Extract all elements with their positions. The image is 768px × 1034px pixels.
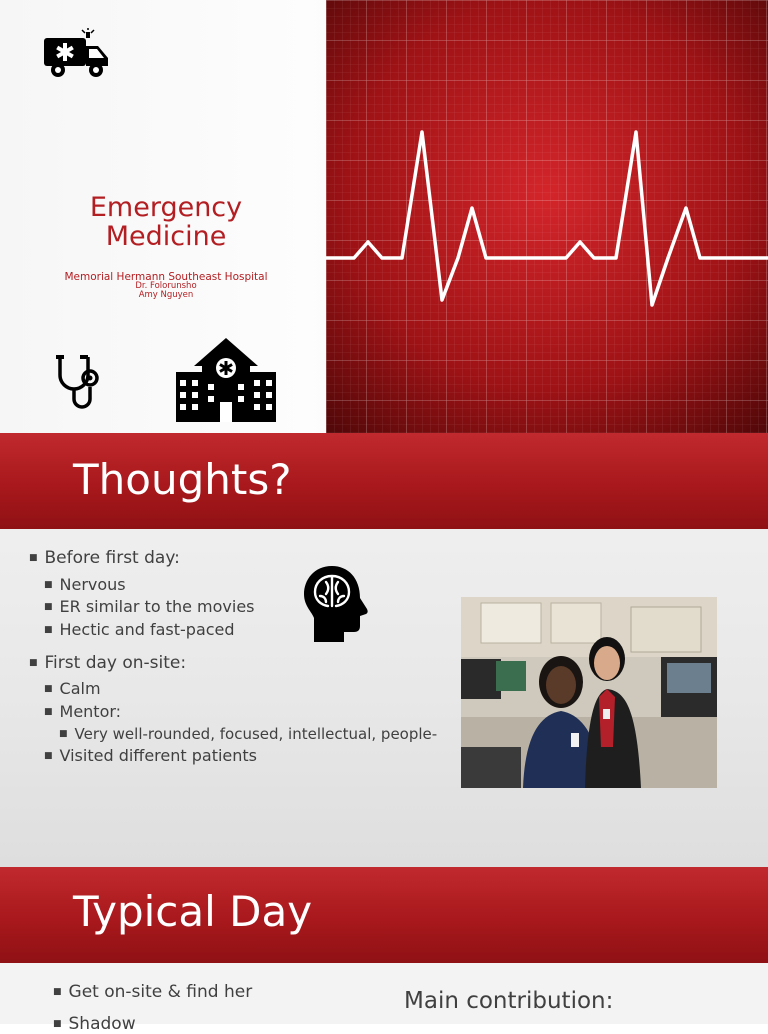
list-item: ■ Get on-site & find her [53,982,253,1002]
list-item: ■ Shadow [53,1014,136,1034]
ecg-heartbeat-graphic [326,0,768,433]
slide-header-bar [0,867,768,963]
ambulance-icon [42,28,112,80]
head-brain-icon [302,564,370,644]
main-contribution-label: Main contribution: [404,988,614,1014]
title-slide [0,0,768,433]
stethoscope-icon [52,354,102,414]
list-item: ■ Before first day: [29,548,180,568]
list-item: ■ Hectic and fast-paced [44,620,235,639]
list-item: ■ Nervous [44,575,126,594]
list-item: ■ Very well-rounded, focused, intellectual, people- [59,725,438,743]
slide-header-bar [0,433,768,529]
list-item: ■ Visited different patients [44,746,258,765]
two-people-at-nurses-station-photo [461,597,717,788]
list-item: ■ First day on-site: [29,653,187,673]
slide-heading: Typical Day [73,887,313,936]
list-item: ■ Mentor: [44,702,122,721]
list-item: ■ ER similar to the movies [44,597,255,616]
student-name: Amy Nguyen [138,290,194,300]
list-item: ■ Calm [44,679,101,698]
title-panel [0,0,326,433]
presentation-title: Emergency Medicine [89,192,243,252]
hospital-name: Memorial Hermann Southeast Hospital [64,271,268,283]
slide-heading: Thoughts? [73,455,292,504]
hospital-icon [174,336,278,424]
doctor-name: Dr. Folorunsho [135,281,197,291]
